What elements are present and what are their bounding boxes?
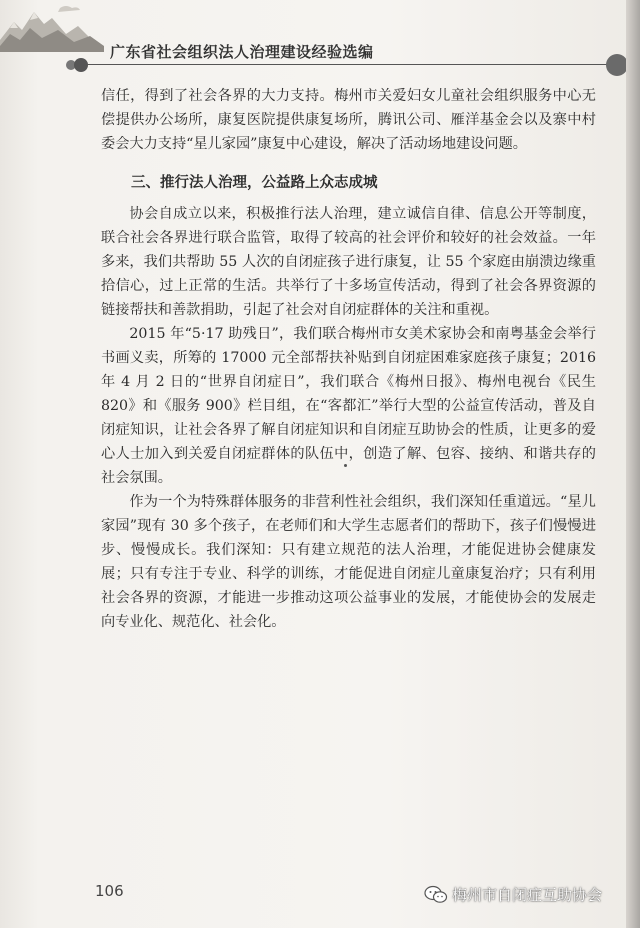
mountain-landscape-icon: [0, 0, 120, 52]
running-header-title: 广东省社会组织法人治理建设经验选编: [110, 43, 374, 61]
page-number: 106: [95, 882, 124, 900]
section-heading: 三、推行法人治理，公益路上众志成城: [131, 175, 378, 191]
watermark-text: 梅州市自闭症互助协会: [452, 886, 603, 904]
header-ornament-dot: [74, 58, 88, 72]
paragraph-continuation: 信任，得到了社会各界的大力支持。梅州市关爱妇女儿童社会组织服务中心无偿提供办公场所，康复医院提供康复场所，腾讯公司、雁洋基金会以及寨中村委会大力支持“星儿家园”康复中心建设，解决了活动场地建设问题。: [101, 88, 596, 152]
watermark: [424, 884, 602, 905]
page-spine-shadow: [626, 0, 640, 928]
header-ornament-dot-right: [606, 54, 628, 76]
paragraph-3: 作为一个为特殊群体服务的非营利性社会组织，我们深知任重道远。“星儿家园”现有 30 多个孩子，在老师们和大学生志愿者们的帮助下，孩子们慢慢进步、慢慢成长。我们深知：只有建立规范的法人治理，才能促进协会健康发展；只有专注于专业、科学的训练，才能促进自闭症儿童康复治疗；只有利用社会各界的资源，才能进一步推动这项公益事业的发展，才能使协会的发展走向专业化、规范化、社会化。: [101, 494, 596, 630]
print-speck: [344, 464, 347, 467]
paragraph-1: 协会自成立以来，积极推行法人治理，建立诚信自律、信息公开等制度，联合社会各界进行联合监管，取得了较高的社会评价和较好的社会效益。一年多来，我们共帮助 55 人次的自闭症孩子进行康复，让 55 个家庭由崩溃边缘重拾信心，过上正常的生活。共举行了十多场宣传活动，得到了社会各界资源的链接帮扶和善款捐助，引起了社会对自闭症群体的关注和重视。: [101, 206, 596, 318]
header-rule: [82, 64, 620, 65]
paragraph-top: [101, 84, 596, 156]
wechat-icon: [424, 885, 448, 905]
section-body: [101, 202, 596, 634]
paragraph-2: 2015 年“5·17 助残日”，我们联合梅州市女美术家协会和南粤基金会举行书画义卖，所筹的 17000 元全部帮扶补贴到自闭症困难家庭孩子康复；2016 年 4 月 2 日的“世界自闭症日”，我们联合《梅州日报》、梅州电视台《民生 820》和《服务 900》栏目组，在“客都汇”举行大型的公益宣传活动，普及自闭症知识，让社会各界了解自闭症知识和自闭症互助协会的性质，让更多的爱心人士加入到关爱自闭症群体的队伍中，创造了解、包容、接纳、和谐共存的社会氛围。: [101, 326, 596, 486]
